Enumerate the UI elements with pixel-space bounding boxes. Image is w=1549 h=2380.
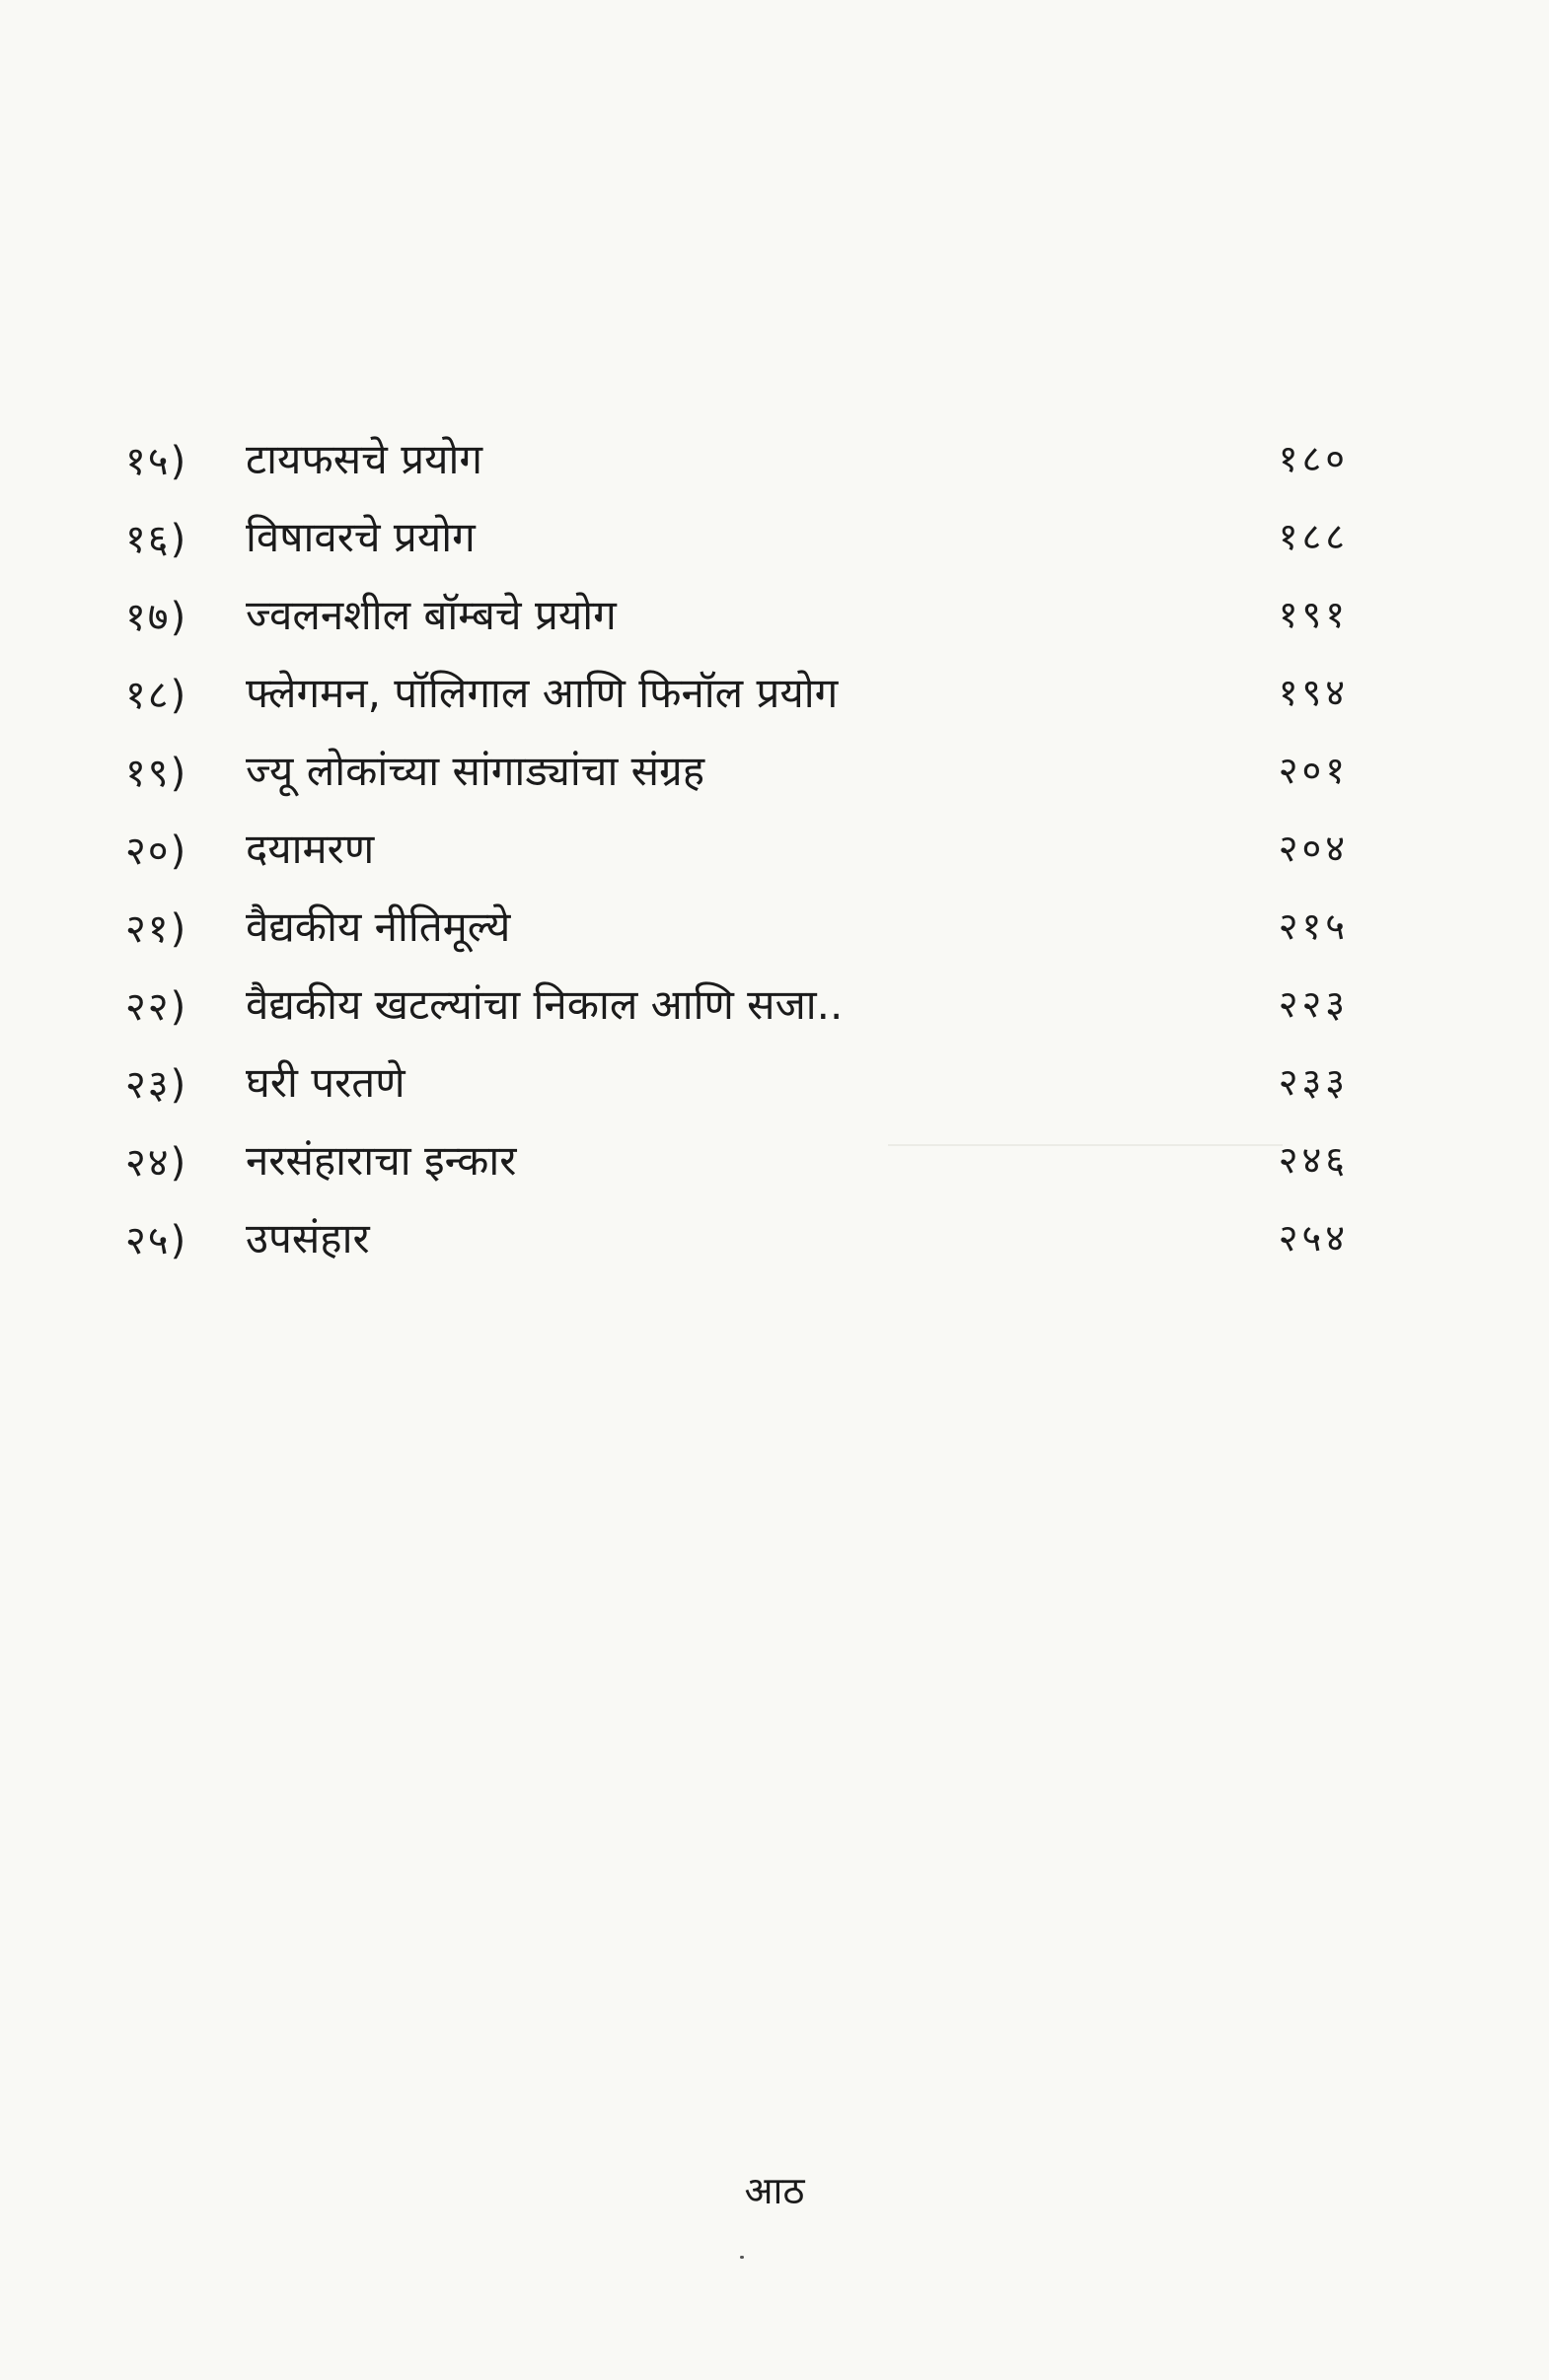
entry-title: टायफसचे प्रयोग	[246, 435, 482, 483]
toc-entry	[125, 420, 1349, 498]
entry-page-number: २३३	[1278, 1060, 1349, 1104]
entry-title: फ्लेगमन, पॉलिगाल आणि फिनॉल प्रयोग	[246, 669, 839, 717]
toc-entry	[125, 1199, 1349, 1277]
entry-page-number: २१५	[1278, 904, 1349, 948]
entry-title: विषावरचे प्रयोग	[246, 513, 476, 561]
entry-number: २३)	[125, 1062, 188, 1108]
entry-title: घरी परतणे	[246, 1058, 406, 1107]
entry-title: ज्यू लोकांच्या सांगाड्यांचा संग्रह	[246, 747, 705, 795]
entry-page-number: १८८	[1278, 515, 1349, 558]
entry-number: १६)	[125, 517, 188, 562]
entry-page-number: १९१	[1278, 593, 1349, 636]
entry-page-number: २५४	[1278, 1216, 1349, 1260]
toc-entry	[125, 966, 1349, 1044]
page-number: आठ	[744, 2169, 805, 2212]
entry-title: ज्वलनशील बॉम्बचे प्रयोग	[246, 591, 617, 639]
toc-entry	[125, 576, 1349, 654]
toc-entry	[125, 810, 1349, 888]
table-of-contents	[125, 420, 1349, 1277]
entry-title: उपसंहार	[246, 1214, 370, 1262]
entry-title: वैद्यकीय खटल्यांचा निकाल आणि सजा..	[246, 980, 844, 1029]
entry-page-number: २२३	[1278, 982, 1349, 1026]
toc-entry	[125, 1044, 1349, 1121]
entry-page-number: १८०	[1278, 437, 1349, 480]
entry-page-number: १९४	[1278, 671, 1349, 714]
entry-number: २०)	[125, 829, 188, 874]
entry-number: २१)	[125, 906, 188, 952]
entry-page-number: २०१	[1278, 749, 1349, 792]
entry-number: १९)	[125, 751, 188, 796]
entry-title: नरसंहाराचा इन्कार	[246, 1136, 517, 1185]
entry-number: १५)	[125, 439, 188, 484]
toc-entry	[125, 732, 1349, 810]
entry-number: १७)	[125, 595, 188, 640]
toc-entry	[125, 1121, 1349, 1199]
entry-number: २४)	[125, 1140, 188, 1186]
entry-page-number: २०४	[1278, 827, 1349, 870]
toc-entry	[125, 498, 1349, 576]
entry-number: १८)	[125, 673, 188, 718]
entry-page-number: २४६	[1278, 1138, 1349, 1182]
ink-speck	[740, 2256, 744, 2259]
entry-number: २५)	[125, 1218, 188, 1263]
toc-entry	[125, 654, 1349, 732]
entry-title: दयामरण	[246, 825, 375, 873]
toc-entry	[125, 888, 1349, 966]
entry-number: २२)	[125, 984, 188, 1030]
entry-title: वैद्यकीय नीतिमूल्ये	[246, 902, 511, 951]
